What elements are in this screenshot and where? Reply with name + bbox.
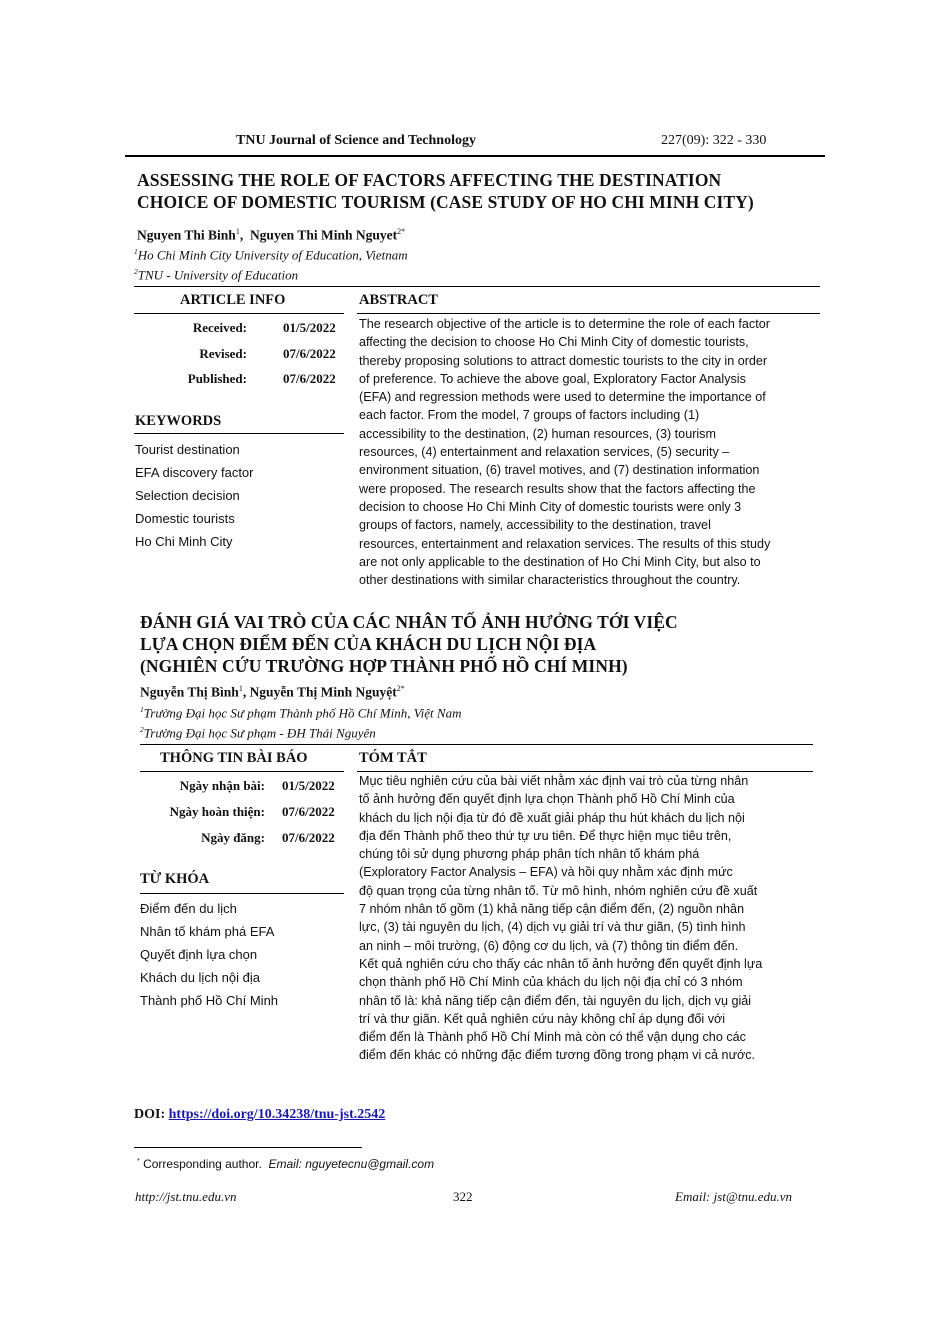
abstract-heading: ABSTRACT xyxy=(359,292,438,308)
aff-sup: 2 xyxy=(140,725,144,735)
english-title xyxy=(137,169,827,213)
doi xyxy=(134,1107,385,1123)
rule xyxy=(134,286,820,287)
abstract-line: chúng tôi sử dụng phương pháp phân tích nhân tố khám phá xyxy=(359,847,700,862)
affiliation: Trường Đại học Sư phạm Thành phố Hồ Chí Minh, Việt Nam xyxy=(143,705,462,721)
rule xyxy=(140,771,344,772)
abstract-line: (EFA) and regression methods were used to determine the importance of xyxy=(359,390,766,405)
abstract-line: chọn thành phố Hồ Chí Minh của khách du lịch nội địa chỉ có 3 nhóm xyxy=(359,975,743,990)
abstract-line: affecting the decision to choose Ho Chi Minh City of domestic tourists, xyxy=(359,335,749,350)
keyword: EFA discovery factor xyxy=(135,465,254,480)
vietnamese-affiliations xyxy=(140,701,461,742)
footer-email[interactable]: Email: jst@tnu.edu.vn xyxy=(675,1189,793,1204)
author-name: Nguyen Thi Binh xyxy=(137,227,236,243)
vietnamese-authors: Nguyễn Thị Bình$^1$, Nguyễn Thị Minh Nguyệt$^{2*}$ xyxy=(140,684,405,700)
english-authors: Nguyen Thi Binh$^1$, Nguyen Thi Minh Nguyet$^{2*}$ xyxy=(137,227,406,243)
keywords-list xyxy=(140,897,278,1012)
rule xyxy=(134,313,344,314)
rule xyxy=(140,893,344,894)
author-sup: 1 xyxy=(238,684,243,693)
footnote-rule xyxy=(134,1147,362,1148)
title-line: (NGHIÊN CỨU TRƯỜNG HỢP THÀNH PHỐ HỒ CHÍ MINH) xyxy=(140,656,628,676)
footnote-email[interactable]: nguyetecnu@gmail.com xyxy=(305,1157,435,1171)
page-number: 322 xyxy=(453,1189,473,1204)
abstract-line: điểm đến là Thành phố Hồ Chí Minh mà còn có thể vận dụng cho các xyxy=(359,1030,746,1045)
author-sup: 2* xyxy=(396,684,405,693)
vietnamese-title xyxy=(140,611,830,677)
keywords-list xyxy=(135,438,254,553)
footnote-mark: * xyxy=(137,1158,140,1165)
footer-site[interactable]: http://jst.tnu.edu.vn xyxy=(135,1189,237,1204)
abstract-line: thereby proposing solutions to attract domestic tourists to the city in order xyxy=(359,353,768,368)
journal-volume: 227(09): 322 - 330 xyxy=(661,133,767,148)
abstract-line: Mục tiêu nghiên cứu của bài viết nhằm xác định vai trò của từng nhân xyxy=(359,774,749,788)
abstract-line: 7 nhóm nhân tố gồm (1) khả năng tiếp cận điểm đến, (2) nguồn nhân xyxy=(359,902,745,917)
abstract-line: tố ảnh hưởng đến quyết định lựa chọn Thành phố Hồ Chí Minh của xyxy=(359,792,735,807)
abstract-line: decision to choose Ho Chi Minh City of domestic tourists were only 3 xyxy=(359,499,742,514)
title-line: ĐÁNH GIÁ VAI TRÒ CỦA CÁC NHÂN TỐ ẢNH HƯỞNG TỚI VIỆC xyxy=(140,612,678,632)
footnote xyxy=(137,1157,434,1171)
abstract-line: độ quan trọng của từng nhân tố. Từ mô hình, nhóm nghiên cứu đề xuất xyxy=(359,883,758,898)
abstract-line: (Exploratory Factor Analysis – EFA) và hồi quy nhằm xác định mức xyxy=(359,865,733,880)
abstract-line: groups of factors, namely, accessibility to the destination, travel xyxy=(359,518,711,533)
abstract-line: khách du lịch nội địa từ đó đề xuất giải pháp thu hút khách du lịch nội xyxy=(359,810,745,825)
aff-sup: 1 xyxy=(140,705,144,714)
abstract-line: resources, (4) entertainment and relaxation services, (5) security – xyxy=(359,445,730,460)
author-sup: 1 xyxy=(235,227,240,236)
abstract-line: each factor. From the model, 7 groups of factors including (1) xyxy=(359,408,700,423)
vietnamese-abstract xyxy=(359,772,812,1065)
affiliation: Ho Chi Minh City University of Education, Vietnam xyxy=(137,247,408,263)
footnote-email-label: Email: xyxy=(268,1157,302,1171)
abstract-line: an ninh – môi trường, (6) động cơ du lịch, và (7) thông tin điểm đến. xyxy=(359,938,739,953)
aff-sup: 2 xyxy=(134,267,138,277)
article-info-heading: ARTICLE INFO xyxy=(180,292,286,308)
abstract-line: environment situation, (6) travel motives, and (7) destination information xyxy=(359,463,760,478)
abstract-line: nhân tố là: khả năng tiếp cận điểm đến, tài nguyên du lịch, dịch vụ giải xyxy=(359,993,752,1008)
rule xyxy=(134,433,344,434)
keyword: Ho Chi Minh City xyxy=(135,534,233,549)
footnote-text: Corresponding author. xyxy=(143,1157,262,1171)
abstract-line: of preference. To achieve the above goal, Exploratory Factor Analysis xyxy=(359,371,746,386)
author-name: Nguyễn Thị Bình xyxy=(140,684,239,700)
title-line: CHOICE OF DOMESTIC TOURISM (CASE STUDY OF HO CHI MINH CITY) xyxy=(137,192,754,212)
keyword: Quyết định lựa chọn xyxy=(140,947,258,962)
title-line: ASSESSING THE ROLE OF FACTORS AFFECTING THE DESTINATION xyxy=(137,170,722,190)
keyword: Domestic tourists xyxy=(135,511,235,526)
rule xyxy=(357,313,820,314)
abstract-line: are not only applicable to the destination of Ho Chi Minh City, but also to xyxy=(359,554,761,569)
abstract-heading: TÓM TẮT xyxy=(359,750,427,766)
abstract-line: accessibility to the destination, (2) human resources, (3) tourism xyxy=(359,426,716,441)
abstract-line: địa đến Thành phố theo thứ tự ưu tiên. Để thực hiện mục tiêu trên, xyxy=(359,828,732,843)
affiliation: TNU - University of Education xyxy=(137,267,299,283)
journal-name: TNU Journal of Science and Technology xyxy=(236,133,476,148)
author-name: Nguyễn Thị Minh Nguyệt xyxy=(249,684,397,700)
abstract-line: The research objective of the article is to determine the role of each factor xyxy=(359,317,770,331)
abstract-line: were proposed. The research results show that the factors affecting the xyxy=(359,481,756,496)
abstract-line: Kết quả nghiên cứu cho thấy các nhân tố ảnh hưởng đến quyết định lựa xyxy=(359,956,763,971)
abstract-line: other destinations with similar characteristics throughout the country. xyxy=(359,573,741,588)
keywords-heading: KEYWORDS xyxy=(135,413,222,429)
abstract-line: resources, entertainment and relaxation services. The results of this study xyxy=(359,536,771,551)
affiliation: Trường Đại học Sư phạm - ĐH Thái Nguyên xyxy=(143,725,376,741)
rule xyxy=(140,744,813,745)
article-info-heading: THÔNG TIN BÀI BÁO xyxy=(160,750,308,766)
keyword: Khách du lịch nội địa xyxy=(140,970,260,985)
english-abstract xyxy=(359,315,817,589)
author-name: Nguyen Thi Minh Nguyet xyxy=(249,227,398,243)
abstract-line: điểm đến khác có những đặc điểm tương đồng trong phạm vi cả nước. xyxy=(359,1048,756,1063)
keyword: Thành phố Hồ Chí Minh xyxy=(140,993,279,1008)
english-affiliations xyxy=(134,243,408,284)
author-sup: 2* xyxy=(397,227,406,236)
title-line: LỰA CHỌN ĐIỂM ĐẾN CỦA KHÁCH DU LỊCH NỘI ĐỊA xyxy=(140,634,597,654)
abstract-line: lực, (3) tài nguyên du lịch, (4) dịch vụ giải trí và thư giãn, (5) tình hình xyxy=(359,920,746,935)
keyword: Selection decision xyxy=(135,488,240,503)
aff-sup: 1 xyxy=(134,247,138,256)
abstract-line: trí và thư giãn. Kết quả nghiên cứu này không chỉ áp dụng đối với xyxy=(359,1011,726,1026)
keywords-heading: TỪ KHÓA xyxy=(140,871,210,887)
header-rule xyxy=(125,155,825,157)
keyword: Tourist destination xyxy=(135,442,240,457)
doi-link[interactable]: https://doi.org/10.34238/tnu-jst.2542 xyxy=(168,1107,386,1122)
keyword: Nhân tố khám phá EFA xyxy=(140,924,275,939)
keyword: Điểm đến du lịch xyxy=(140,901,237,916)
doi-label: DOI: xyxy=(134,1107,166,1122)
